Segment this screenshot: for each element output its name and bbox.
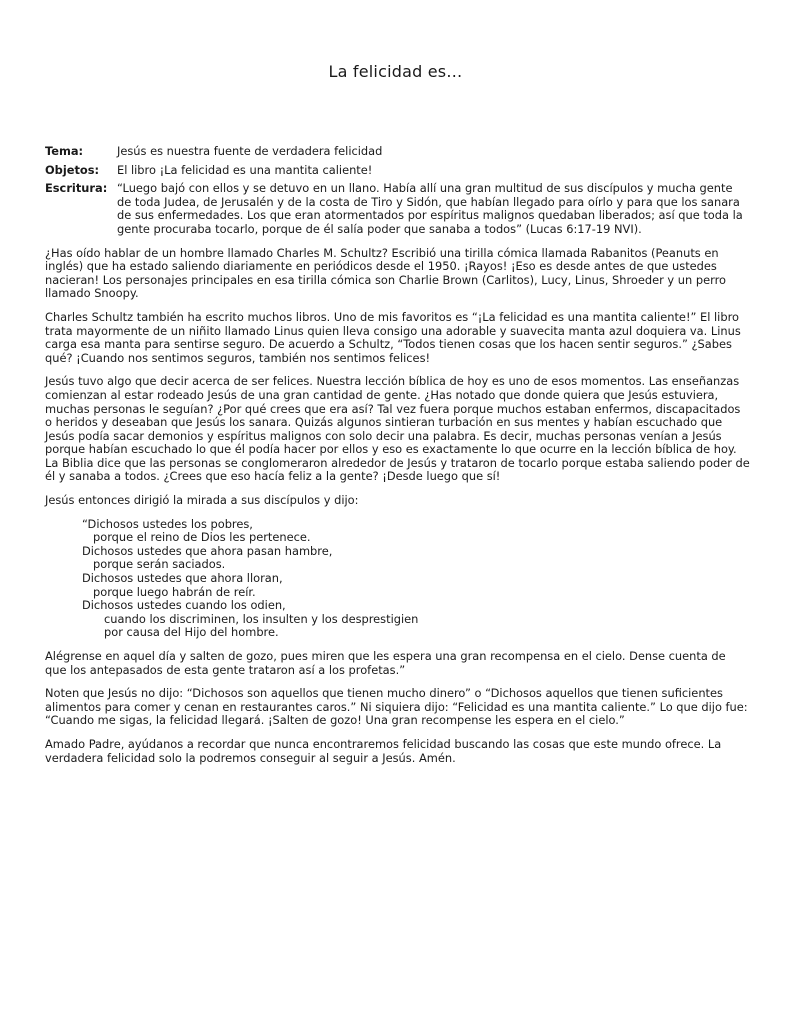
quote-line: porque luego habrán de reír. (93, 584, 256, 599)
meta-label: Tema: (45, 144, 84, 158)
quote-line: Dichosos ustedes cuando los odien, (82, 598, 286, 613)
body-paragraph: ¿Has oído hablar de un hombre llamado Charles M. Schultz? Escribió una tirilla cómica llamada Rabanitos (Peanuts en inglés) que ha estado saliendo diariamente en periódicos desde el 1950. ¡Rayos! ¡Eso es desde antes de que ustedes nacieran! Los personajes principales en esa tirilla cómica son Charlie Brown (Carlitos), Lucy, Linus, Shroeder y un perro llamado Snoopy. (45, 245, 726, 301)
quote-line: Dichosos ustedes que ahora lloran, (82, 571, 283, 586)
quote-line: por causa del Hijo del hombre. (104, 625, 279, 640)
body-paragraph: Jesús entonces dirigió la mirada a sus discípulos y dijo: (45, 493, 359, 508)
quote-line: porque serán saciados. (93, 557, 226, 572)
body-paragraph: Noten que Jesús no dijo: “Dichosos son aquellos que tienen mucho dinero” o “Dichosos aquellos que tienen suficientes alimentos para comer y cenan en restaurantes caros.” Ni siquiera dijo: “Felicidad es una mantita caliente.” Lo que dijo fue: “Cuando me sigas, la felicidad llegará. ¡Salten de gozo! Una gran recompense les espera en el cielo.” (45, 686, 748, 728)
quote-line: “Dichosos ustedes los pobres, (82, 516, 253, 531)
meta-value: “Luego bajó con ellos y se detuvo en un llano. Había allí una gran multitud de sus discípulos y mucha gente de toda Judea, de Jerusalén y de la costa de Tiro y Sidón, que habían llegado para oírlo y para que los sanara de sus enfermedades. Los que eran atormentados por espíritus malignos quedaban liberados; así que toda la gente procuraba tocarlo, porque de él salía poder que sanaba a todos” (Lucas 6:17-19 NVI). (117, 181, 743, 236)
body-paragraph: Jesús tuvo algo que decir acerca de ser felices. Nuestra lección bíblica de hoy es uno de esos momentos. Las enseñanzas comienzan al estar rodeado Jesús de una gran cantidad de gente. ¿Has notado que donde quiera que Jesús estuviera, muchas personas le seguían? ¿Por qué crees que era así? Tal vez fuera porque muchos estaban enfermos, discapacitados o heridos y deseaban que Jesús los sanara. Quizás algunos sintieran turbación en sus mentes y habían escuchado que Jesús podía sacar demonios y espíritus malignos con solo decir una palabra. Es decir, muchas personas venían a Jesús porque habían escuchado lo que él podía hacer por ellos y eso es exactamente lo que ocurre en la lección bíblica de hoy. La Biblia dice que las personas se conglomeraron alrededor de Jesús y trataron de tocarlo porque estaba saliendo poder de él y sanaba a todos. ¿Crees que eso hacía feliz a la gente? ¡Desde luego que sí! (45, 374, 750, 484)
meta-label: Escritura: (45, 181, 108, 196)
document-body (45, 145, 750, 775)
meta-row-tema (45, 145, 750, 159)
page-title: La felicidad es… (328, 62, 463, 81)
quote-line: cuando los discriminen, los insulten y los desprestigien (104, 611, 419, 626)
closing-prayer: Amado Padre, ayúdanos a recordar que nunca encontraremos felicidad buscando las cosas que este mundo ofrece. La verdadera felicidad solo la podremos conseguir al seguir a Jesús. Amén. (45, 736, 722, 765)
meta-label: Objetos: (45, 162, 100, 177)
meta-row-escritura (45, 182, 750, 236)
body-paragraph: Alégrense en aquel día y salten de gozo, pues miren que les espera una gran recompensa en el cielo. Dense cuenta de que los antepasados de esta gente trataron así a los profetas.” (45, 649, 726, 677)
meta-row-objetos (45, 164, 750, 178)
meta-value: Jesús es nuestra fuente de verdadera felicidad (117, 144, 383, 158)
body-paragraph: Charles Schultz también ha escrito muchos libros. Uno de mis favoritos es “¡La felicidad es una mantita caliente!” El libro trata mayormente de un niñito llamado Linus quien lleva consigo una adorable y suavecita manta azul doquiera va. Linus carga esa manta para sentirse seguro. De acuerdo a Schultz, “Todos tienen cosas que los hacen sentir seguros.” ¿Sabes qué? ¡Cuando nos sentimos seguros, también nos sentimos felices! (45, 309, 741, 365)
quote-line: Dichosos ustedes que ahora pasan hambre, (82, 543, 333, 558)
meta-value: El libro ¡La felicidad es una mantita caliente! (117, 162, 373, 177)
quote-line: porque el reino de Dios les pertenece. (93, 530, 311, 545)
beatitudes-quote (82, 518, 750, 640)
